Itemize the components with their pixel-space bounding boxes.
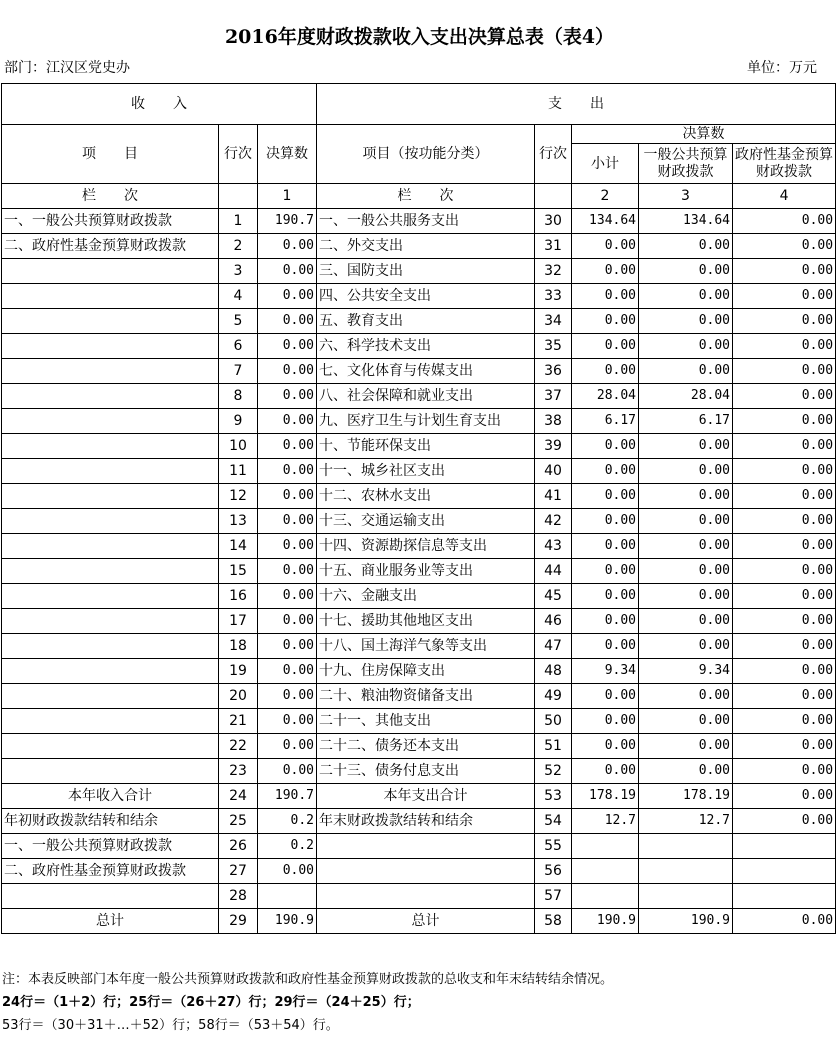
expense-row-no: 55 [535,834,572,859]
income-row-no: 26 [219,834,258,859]
subtotal-header: 小计 [572,144,639,184]
expense-subtotal: 0.00 [572,734,639,759]
expense-item: 五、教育支出 [317,309,535,334]
expense-row-no: 52 [535,759,572,784]
income-item [2,759,219,784]
amount-group-header: 决算数 [572,125,836,144]
expense-item: 二十三、债务付息支出 [317,759,535,784]
general-budget-header: 一般公共预算财政拨款 [639,144,733,184]
income-amount: 0.2 [258,809,317,834]
expense-subtotal: 0.00 [572,309,639,334]
expense-item: 六、科学技术支出 [317,334,535,359]
expense-general: 0.00 [639,334,733,359]
expense-fund: 0.00 [733,534,836,559]
income-row-no: 8 [219,384,258,409]
income-amount: 0.00 [258,309,317,334]
unit-label: 单位：万元 [747,60,817,76]
expense-general: 0.00 [639,484,733,509]
income-amount: 190.7 [258,784,317,809]
row-no-header: 行次 [219,125,258,184]
income-row-no: 16 [219,584,258,609]
table-row [2,309,836,334]
expense-subtotal: 0.00 [572,634,639,659]
expense-item: 八、社会保障和就业支出 [317,384,535,409]
income-row-no: 18 [219,634,258,659]
expense-row-no: 51 [535,734,572,759]
income-amount: 0.00 [258,684,317,709]
expense-header: 支 出 [317,84,836,125]
expense-row-no: 33 [535,284,572,309]
income-amount: 0.00 [258,334,317,359]
expense-fund: 0.00 [733,734,836,759]
income-item [2,709,219,734]
income-item: 本年收入合计 [2,784,219,809]
income-row-no: 14 [219,534,258,559]
expense-subtotal: 178.19 [572,784,639,809]
expense-subtotal [572,884,639,909]
income-row-no: 23 [219,759,258,784]
income-row-no: 28 [219,884,258,909]
expense-item: 十一、城乡社区支出 [317,459,535,484]
income-amount: 0.00 [258,584,317,609]
expense-general: 0.00 [639,709,733,734]
income-amount: 0.00 [258,659,317,684]
income-row-no: 7 [219,359,258,384]
income-item [2,734,219,759]
expense-subtotal: 28.04 [572,384,639,409]
expense-subtotal: 0.00 [572,509,639,534]
income-item [2,434,219,459]
income-row-no: 21 [219,709,258,734]
income-row-no: 1 [219,209,258,234]
expense-general: 0.00 [639,684,733,709]
expense-subtotal [572,834,639,859]
expense-general: 0.00 [639,234,733,259]
table-row [2,909,836,934]
income-item: 年初财政拨款结转和结余 [2,809,219,834]
table-row [2,409,836,434]
col-index-3: 3 [639,184,733,209]
income-item [2,534,219,559]
expense-item: 十、节能环保支出 [317,434,535,459]
col-index-2: 2 [572,184,639,209]
expense-item: 十八、国土海洋气象等支出 [317,634,535,659]
col-label-2: 栏 次 [317,184,535,209]
income-row-no: 4 [219,284,258,309]
expense-subtotal: 0.00 [572,534,639,559]
expense-fund: 0.00 [733,384,836,409]
notes [2,968,613,1037]
expense-subtotal: 0.00 [572,284,639,309]
expense-row-no: 56 [535,859,572,884]
table-row [2,734,836,759]
table-row [2,334,836,359]
expense-fund: 0.00 [733,359,836,384]
expense-general [639,884,733,909]
income-row-no: 25 [219,809,258,834]
income-amount: 0.00 [258,234,317,259]
expense-row-no: 42 [535,509,572,534]
income-item: 一、一般公共预算财政拨款 [2,834,219,859]
expense-item: 二十、粮油物资储备支出 [317,684,535,709]
expense-item: 二、外交支出 [317,234,535,259]
expense-item: 二十二、债务还本支出 [317,734,535,759]
expense-item: 十四、资源勘探信息等支出 [317,534,535,559]
note-line-1: 注：本表反映部门本年度一般公共预算财政拨款和政府性基金预算财政拨款的总收支和年末结转结余情况。 [2,972,614,987]
expense-item: 十七、援助其他地区支出 [317,609,535,634]
income-item [2,684,219,709]
income-row-no: 22 [219,734,258,759]
income-amount: 0.00 [258,284,317,309]
row-no-header-2: 行次 [535,125,572,184]
expense-fund: 0.00 [733,209,836,234]
expense-item: 四、公共安全支出 [317,284,535,309]
income-amount [258,884,317,909]
expense-row-no: 39 [535,434,572,459]
table-row [2,834,836,859]
income-row-no: 5 [219,309,258,334]
income-item [2,884,219,909]
col-label: 栏 次 [2,184,219,209]
income-row-no: 29 [219,909,258,934]
income-item [2,659,219,684]
expense-row-no: 30 [535,209,572,234]
expense-item: 一、一般公共服务支出 [317,209,535,234]
budget-table [1,83,836,934]
expense-fund: 0.00 [733,334,836,359]
expense-item [317,834,535,859]
income-row-no: 15 [219,559,258,584]
table-row [2,459,836,484]
expense-row-no: 53 [535,784,572,809]
report-title: 2016年度财政拨款收入支出决算总表（表4） [224,26,615,48]
income-row-no: 9 [219,409,258,434]
expense-fund [733,834,836,859]
expense-general: 0.00 [639,459,733,484]
expense-item: 十九、住房保障支出 [317,659,535,684]
expense-row-no: 58 [535,909,572,934]
income-amount: 0.00 [258,409,317,434]
expense-item: 九、医疗卫生与计划生育支出 [317,409,535,434]
table-row [2,884,836,909]
expense-subtotal: 0.00 [572,234,639,259]
table-row [2,784,836,809]
expense-item [317,859,535,884]
expense-fund [733,884,836,909]
note-line-2: 24行＝（1＋2）行；25行＝（26＋27）行；29行＝（24＋25）行； [2,995,420,1010]
col-index-4: 4 [733,184,836,209]
table-row [2,384,836,409]
expense-general: 178.19 [639,784,733,809]
income-row-no: 12 [219,484,258,509]
income-amount: 0.00 [258,634,317,659]
income-item [2,584,219,609]
expense-general: 0.00 [639,534,733,559]
expense-general: 0.00 [639,284,733,309]
expense-fund: 0.00 [733,559,836,584]
expense-fund: 0.00 [733,309,836,334]
func-item-header: 项目（按功能分类） [317,125,535,184]
income-amount: 0.00 [258,559,317,584]
expense-subtotal: 190.9 [572,909,639,934]
income-item [2,634,219,659]
expense-subtotal: 6.17 [572,409,639,434]
income-item [2,509,219,534]
table-row [2,234,836,259]
expense-subtotal: 12.7 [572,809,639,834]
department-label: 部门：江汉区党史办 [4,60,130,76]
table-row [2,259,836,284]
expense-general: 0.00 [639,734,733,759]
income-row-no: 19 [219,659,258,684]
expense-fund: 0.00 [733,759,836,784]
income-amount: 0.2 [258,834,317,859]
expense-item: 十五、商业服务业等支出 [317,559,535,584]
expense-row-no: 36 [535,359,572,384]
income-amount: 0.00 [258,759,317,784]
expense-general: 0.00 [639,259,733,284]
expense-fund: 0.00 [733,434,836,459]
expense-subtotal: 0.00 [572,484,639,509]
expense-fund: 0.00 [733,509,836,534]
table-row [2,534,836,559]
expense-row-no: 43 [535,534,572,559]
expense-fund: 0.00 [733,459,836,484]
expense-general: 0.00 [639,359,733,384]
expense-fund: 0.00 [733,809,836,834]
expense-fund [733,859,836,884]
table-row [2,684,836,709]
expense-subtotal: 0.00 [572,709,639,734]
income-item [2,309,219,334]
expense-general: 0.00 [639,759,733,784]
table-row [2,659,836,684]
income-amount: 0.00 [258,509,317,534]
expense-general: 0.00 [639,559,733,584]
expense-fund: 0.00 [733,684,836,709]
income-item [2,259,219,284]
table-row [2,609,836,634]
expense-item: 年末财政拨款结转和结余 [317,809,535,834]
note-line-3: 53行＝（30＋31＋…＋52）行；58行＝（53＋54）行。 [2,1018,339,1033]
expense-fund: 0.00 [733,584,836,609]
income-amount: 0.00 [258,434,317,459]
income-header: 收 入 [2,84,317,125]
expense-fund: 0.00 [733,259,836,284]
expense-fund: 0.00 [733,609,836,634]
income-amount: 0.00 [258,359,317,384]
expense-row-no: 48 [535,659,572,684]
expense-subtotal: 0.00 [572,459,639,484]
fund-budget-header: 政府性基金预算财政拨款 [733,144,836,184]
expense-row-no: 32 [535,259,572,284]
income-item [2,409,219,434]
expense-general [639,859,733,884]
expense-general: 190.9 [639,909,733,934]
expense-subtotal: 0.00 [572,334,639,359]
expense-item: 七、文化体育与传媒支出 [317,359,535,384]
income-row-no: 3 [219,259,258,284]
income-amount: 0.00 [258,459,317,484]
expense-row-no: 41 [535,484,572,509]
expense-subtotal: 134.64 [572,209,639,234]
table-row [2,284,836,309]
expense-subtotal: 0.00 [572,584,639,609]
table-row [2,484,836,509]
expense-subtotal: 0.00 [572,684,639,709]
expense-general [639,834,733,859]
income-row-no: 10 [219,434,258,459]
expense-fund: 0.00 [733,709,836,734]
income-amount: 0.00 [258,609,317,634]
income-amount: 0.00 [258,734,317,759]
income-row-no: 24 [219,784,258,809]
expense-row-no: 49 [535,684,572,709]
expense-fund: 0.00 [733,409,836,434]
expense-general: 0.00 [639,609,733,634]
income-item [2,359,219,384]
expense-general: 0.00 [639,634,733,659]
expense-fund: 0.00 [733,484,836,509]
table-row [2,634,836,659]
expense-row-no: 34 [535,309,572,334]
expense-row-no: 38 [535,409,572,434]
table-row [2,859,836,884]
expense-general: 0.00 [639,309,733,334]
table-row [2,209,836,234]
income-amount: 0.00 [258,484,317,509]
expense-fund: 0.00 [733,634,836,659]
table-row [2,759,836,784]
expense-subtotal: 0.00 [572,759,639,784]
income-amount: 0.00 [258,534,317,559]
income-item [2,334,219,359]
expense-general: 12.7 [639,809,733,834]
income-row-no: 11 [219,459,258,484]
expense-general: 0.00 [639,434,733,459]
income-amount: 0.00 [258,709,317,734]
expense-general: 6.17 [639,409,733,434]
income-item [2,459,219,484]
expense-subtotal: 0.00 [572,359,639,384]
expense-row-no: 50 [535,709,572,734]
income-item: 一、一般公共预算财政拨款 [2,209,219,234]
expense-item: 十六、金融支出 [317,584,535,609]
amount-header: 决算数 [258,125,317,184]
income-row-no: 6 [219,334,258,359]
expense-row-no: 46 [535,609,572,634]
expense-subtotal: 0.00 [572,434,639,459]
table-row [2,559,836,584]
expense-row-no: 40 [535,459,572,484]
col-index-1: 1 [258,184,317,209]
income-item [2,609,219,634]
expense-subtotal: 0.00 [572,559,639,584]
income-row-no: 27 [219,859,258,884]
income-row-no: 2 [219,234,258,259]
table-row [2,434,836,459]
expense-row-no: 31 [535,234,572,259]
expense-subtotal: 0.00 [572,609,639,634]
income-item: 总计 [2,909,219,934]
expense-general: 28.04 [639,384,733,409]
expense-subtotal: 9.34 [572,659,639,684]
expense-row-no: 54 [535,809,572,834]
table-row [2,359,836,384]
income-item [2,284,219,309]
expense-row-no: 57 [535,884,572,909]
income-item: 二、政府性基金预算财政拨款 [2,859,219,884]
expense-item [317,884,535,909]
expense-item: 本年支出合计 [317,784,535,809]
expense-subtotal: 0.00 [572,259,639,284]
expense-item: 三、国防支出 [317,259,535,284]
income-item: 二、政府性基金预算财政拨款 [2,234,219,259]
table-row [2,709,836,734]
expense-subtotal [572,859,639,884]
table-row [2,809,836,834]
expense-row-no: 35 [535,334,572,359]
income-amount: 0.00 [258,859,317,884]
table-row [2,584,836,609]
table-row [2,509,836,534]
expense-fund: 0.00 [733,284,836,309]
income-row-no: 13 [219,509,258,534]
income-amount: 190.9 [258,909,317,934]
expense-row-no: 45 [535,584,572,609]
item-header: 项 目 [2,125,219,184]
expense-general: 134.64 [639,209,733,234]
expense-fund: 0.00 [733,234,836,259]
expense-row-no: 37 [535,384,572,409]
expense-item: 二十一、其他支出 [317,709,535,734]
income-row-no: 17 [219,609,258,634]
expense-general: 0.00 [639,509,733,534]
income-item [2,484,219,509]
expense-general: 0.00 [639,584,733,609]
expense-fund: 0.00 [733,659,836,684]
income-item [2,559,219,584]
income-amount: 0.00 [258,259,317,284]
expense-general: 9.34 [639,659,733,684]
expense-row-no: 44 [535,559,572,584]
expense-row-no: 47 [535,634,572,659]
expense-item: 十二、农林水支出 [317,484,535,509]
income-item [2,384,219,409]
expense-item: 十三、交通运输支出 [317,509,535,534]
expense-item: 总计 [317,909,535,934]
expense-fund: 0.00 [733,909,836,934]
income-amount: 0.00 [258,384,317,409]
expense-fund: 0.00 [733,784,836,809]
income-row-no: 20 [219,684,258,709]
income-amount: 190.7 [258,209,317,234]
